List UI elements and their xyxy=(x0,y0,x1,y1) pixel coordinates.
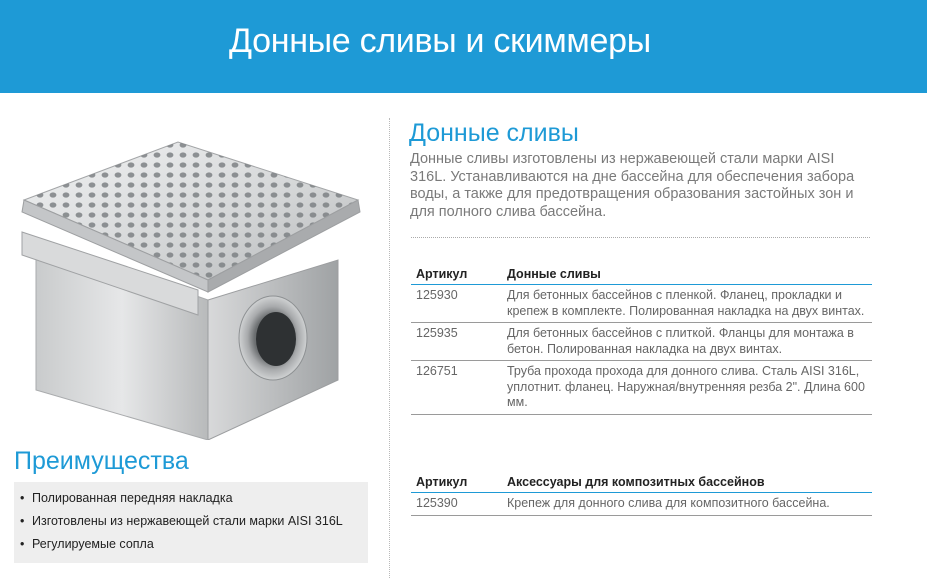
article-description: Для бетонных бассейнов с плиткой. Фланцы для монтажа в бетон. Полированная накладка на двух винтах. xyxy=(507,323,872,361)
article-code: 126751 xyxy=(411,361,507,415)
list-item xyxy=(20,536,368,559)
table-row xyxy=(411,493,872,516)
section-title: Донные сливы xyxy=(409,119,579,147)
bullet-icon: • xyxy=(20,514,25,528)
article-code: 125930 xyxy=(411,285,507,323)
column-divider xyxy=(389,118,390,578)
article-code: 125935 xyxy=(411,323,507,361)
advantage-text: Изготовлены из нержавеющей стали марки AISI 316L xyxy=(32,514,343,528)
column-header-code: Артикул xyxy=(411,260,507,285)
advantages-title: Преимущества xyxy=(14,447,189,475)
column-header-desc: Донные сливы xyxy=(507,260,872,285)
column-header-desc: Аксессуары для композитных бассейнов xyxy=(507,468,872,493)
advantage-text: Полированная передняя накладка xyxy=(32,491,233,505)
article-description: Труба прохода прохода для донного слива. Сталь AISI 316L, уплотнит. фланец. Наружная/внутренняя резба 2". Длина 600 мм. xyxy=(507,361,872,415)
table-row xyxy=(411,361,872,415)
page-title: Донные сливы и скиммеры xyxy=(229,22,651,60)
table-header-row xyxy=(411,260,872,285)
article-description: Крепеж для донного слива для композитного бассейна. xyxy=(507,493,872,516)
section-divider xyxy=(411,237,870,238)
column-header-code: Артикул xyxy=(411,468,507,493)
advantages-list xyxy=(14,482,368,563)
articles-table xyxy=(411,260,872,415)
advantage-text: Регулируемые сопла xyxy=(32,537,154,551)
accessories-table xyxy=(411,468,872,516)
bullet-icon: • xyxy=(20,537,25,551)
bottom-drain-product-photo xyxy=(8,140,368,440)
list-item xyxy=(20,490,368,513)
table-row xyxy=(411,285,872,323)
section-description: Донные сливы изготовлены из нержавеющей стали марки AISI 316L. Устанавливаются на дне бассейна для обеспечения забора воды, а также для предотвращения образования застойных зон и для полного слива бассейна. xyxy=(410,151,855,220)
table-row xyxy=(411,323,872,361)
header-banner xyxy=(0,0,927,93)
article-description: Для бетонных бассейнов с пленкой. Фланец, прокладки и крепеж в комплекте. Полированная накладка на двух винтах. xyxy=(507,285,872,323)
bullet-icon: • xyxy=(20,491,25,505)
article-code: 125390 xyxy=(411,493,507,516)
table-header-row xyxy=(411,468,872,493)
list-item xyxy=(20,513,368,536)
